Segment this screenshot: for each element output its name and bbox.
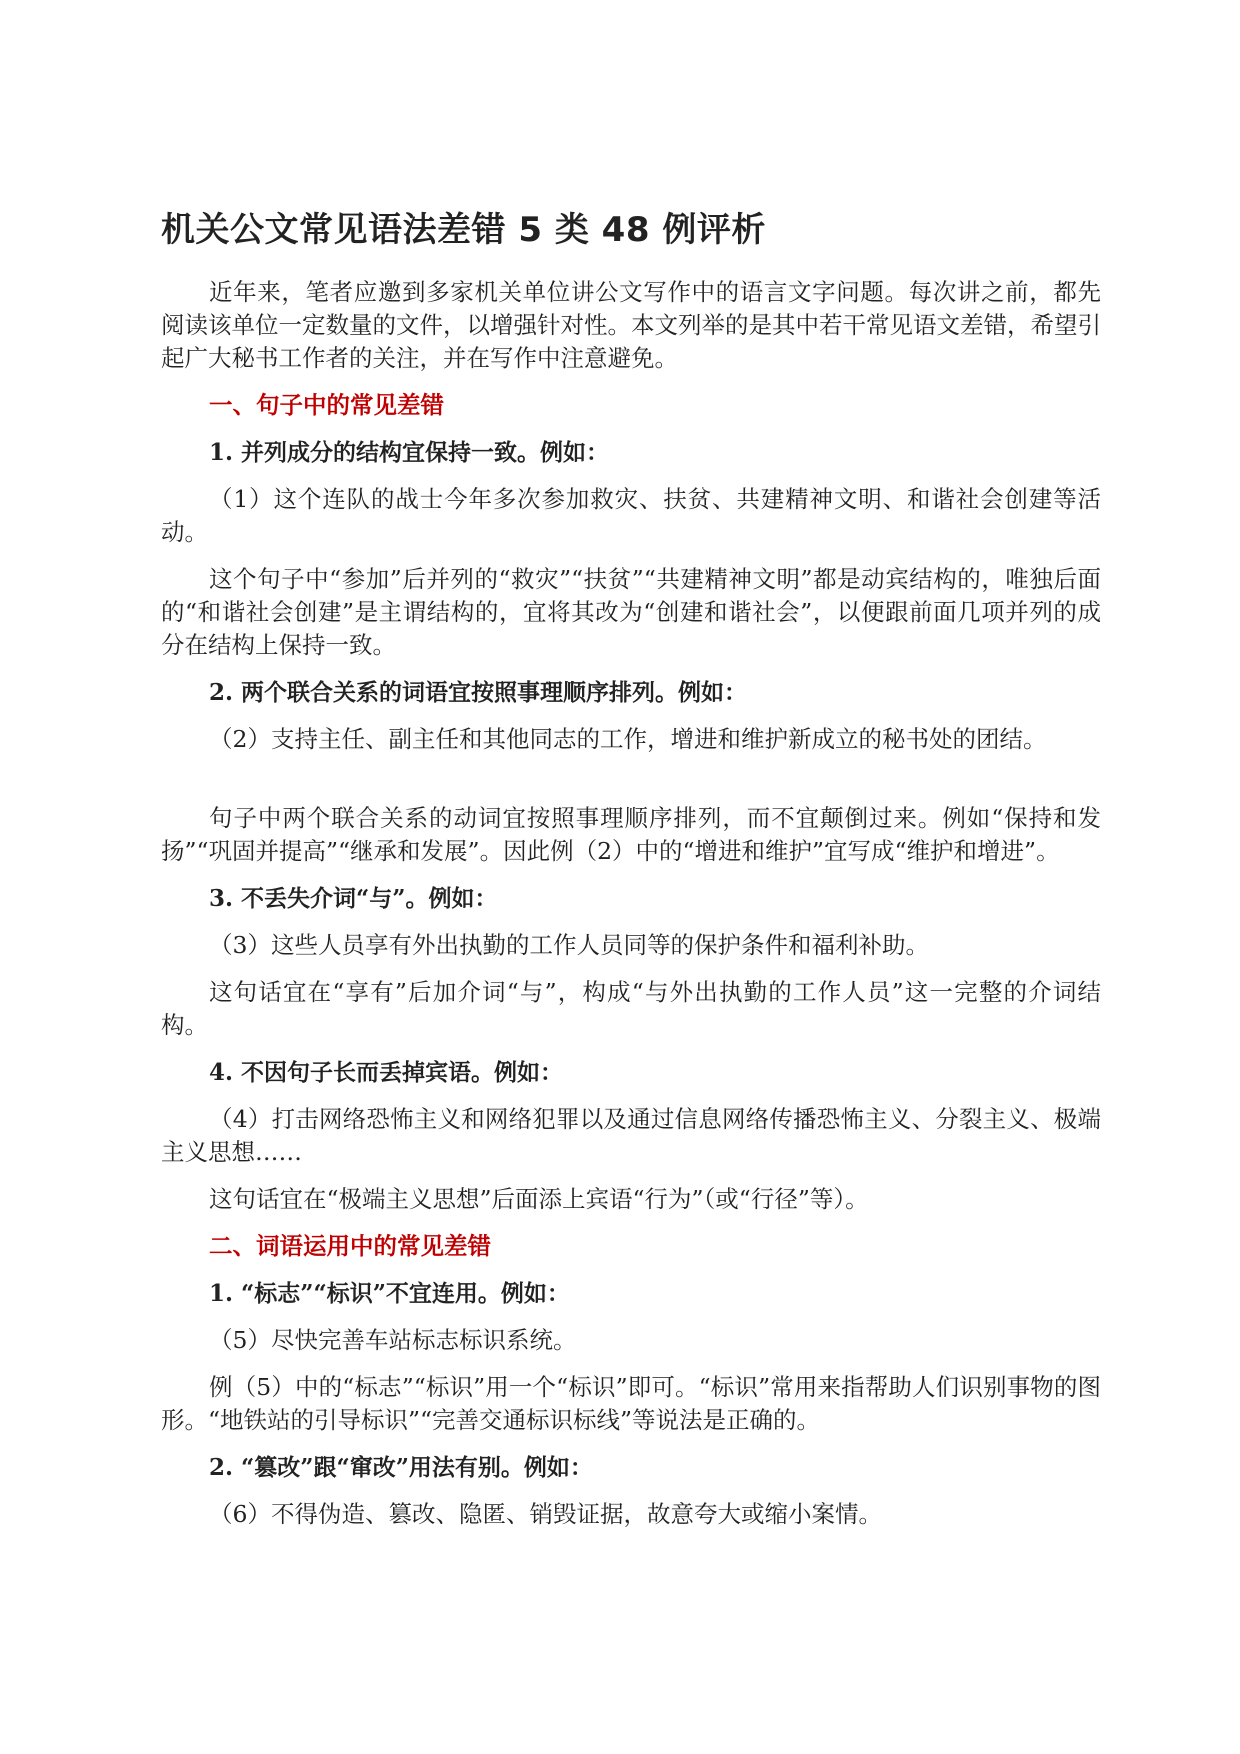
- explanation-1: 这个句子中“参加”后并列的“救灾”“扶贫”“共建精神文明”都是动宾结构的，唯独后面的“和谐社会创建”是主谓结构的，宜将其改为“创建和谐社会”，以便跟前面几项并列的成分在结构上保持一致。: [161, 565, 1101, 659]
- subheading-sign-mark: 1. “标志”“标识”不宜连用。例如：: [209, 1280, 570, 1307]
- blank-line: [161, 770, 1101, 802]
- example-5: （5）尽快完善车站标志标识系统。: [209, 1326, 577, 1354]
- subheading-preposition: 3. 不丢失介词“与”。例如：: [209, 885, 498, 912]
- section-heading-sentence-errors: 一、句子中的常见差错: [209, 391, 444, 419]
- example-3: （3）这些人员享有外出执勤的工作人员同等的保护条件和福利补助。: [209, 931, 929, 959]
- intro-paragraph: 近年来，笔者应邀到多家机关单位讲公文写作中的语言文字问题。每次讲之前，都先阅读该单位一定数量的文件，以增强针对性。本文列举的是其中若干常见语文差错，希望引起广大秘书工作者的关注，并在写作中注意避免。: [161, 278, 1101, 372]
- section-heading-word-usage: 二、词语运用中的常见差错: [209, 1232, 491, 1260]
- subheading-parallel-structure: 1. 并列成分的结构宜保持一致。例如：: [209, 439, 610, 466]
- subheading-word-order: 2. 两个联合关系的词语宜按照事理顺序排列。例如：: [209, 679, 748, 706]
- explanation-5: 例（5）中的“标志”“标识”用一个“标识”即可。“标识”常用来指帮助人们识别事物的图形。“地铁站的引导标识”“完善交通标识标线”等说法是正确的。: [161, 1373, 1101, 1434]
- example-1: （1）这个连队的战士今年多次参加救灾、扶贫、共建精神文明、和谐社会创建等活动。: [161, 485, 1101, 546]
- document-page: [161, 206, 1101, 1545]
- example-2: （2）支持主任、副主任和其他同志的工作，增进和维护新成立的秘书处的团结。: [209, 725, 1047, 753]
- explanation-3: 这句话宜在“享有”后加介词“与”，构成“与外出执勤的工作人员”这一完整的介词结构。: [161, 978, 1101, 1039]
- subheading-tamper: 2. “篡改”跟“窜改”用法有别。例如：: [209, 1454, 593, 1481]
- example-4: （4）打击网络恐怖主义和网络犯罪以及通过信息网络传播恐怖主义、分裂主义、极端主义思想……: [161, 1105, 1101, 1166]
- explanation-2: 句子中两个联合关系的动词宜按照事理顺序排列，而不宜颠倒过来。例如“保持和发扬”“巩固并提高”“继承和发展”。因此例（2）中的“增进和维护”宜写成“维护和增进”。: [161, 804, 1101, 865]
- document-title: 机关公文常见语法差错 5 类 48 例评析: [161, 210, 766, 250]
- explanation-4: 这句话宜在“极端主义思想”后面添上宾语“行为”（或“行径”等）。: [209, 1185, 869, 1213]
- subheading-object: 4. 不因句子长而丢掉宾语。例如：: [209, 1059, 564, 1086]
- example-6: （6）不得伪造、篡改、隐匿、销毁证据，故意夸大或缩小案情。: [209, 1500, 882, 1528]
